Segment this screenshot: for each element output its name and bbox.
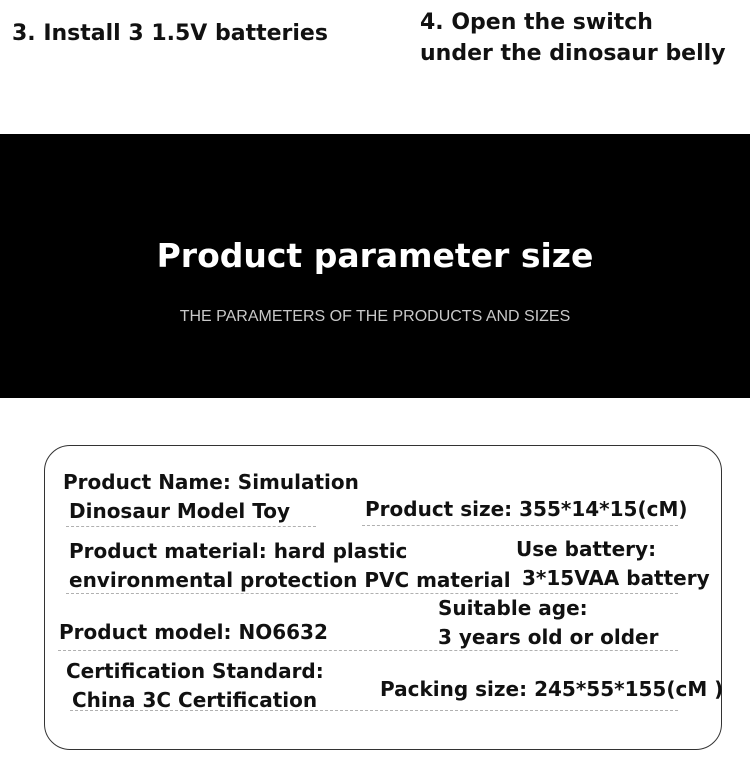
underline bbox=[58, 650, 678, 651]
spec-product-model: Product model: NO6632 bbox=[59, 620, 328, 644]
underline bbox=[362, 525, 678, 526]
underline bbox=[70, 710, 678, 711]
step-3-text: 3. Install 3 1.5V batteries bbox=[12, 21, 328, 46]
spec-age-label: Suitable age: bbox=[438, 596, 588, 620]
spec-material-value: environmental protection PVC material bbox=[69, 568, 511, 592]
spec-battery-value: 3*15VAA battery bbox=[522, 566, 710, 590]
banner-subtitle: THE PARAMETERS OF THE PRODUCTS AND SIZES bbox=[179, 308, 571, 325]
spec-product-name-label: Product Name: Simulation bbox=[63, 470, 359, 494]
step-4-line-1: 4. Open the switch bbox=[420, 10, 653, 35]
spec-material-label: Product material: hard plastic bbox=[69, 539, 408, 563]
spec-packing-size: Packing size: 245*55*155(cM ) bbox=[380, 677, 724, 701]
spec-product-size: Product size: 355*14*15(cM) bbox=[365, 497, 688, 521]
parameter-banner bbox=[0, 134, 750, 398]
step-4-line-2: under the dinosaur belly bbox=[420, 41, 726, 66]
spec-certification-value: China 3C Certification bbox=[72, 688, 318, 712]
banner-title: Product parameter size bbox=[156, 236, 594, 275]
spec-age-value: 3 years old or older bbox=[438, 625, 659, 649]
spec-certification-label: Certification Standard: bbox=[66, 659, 324, 683]
spec-battery-label: Use battery: bbox=[516, 537, 657, 561]
spec-product-name-value: Dinosaur Model Toy bbox=[69, 499, 291, 523]
underline bbox=[66, 526, 316, 527]
